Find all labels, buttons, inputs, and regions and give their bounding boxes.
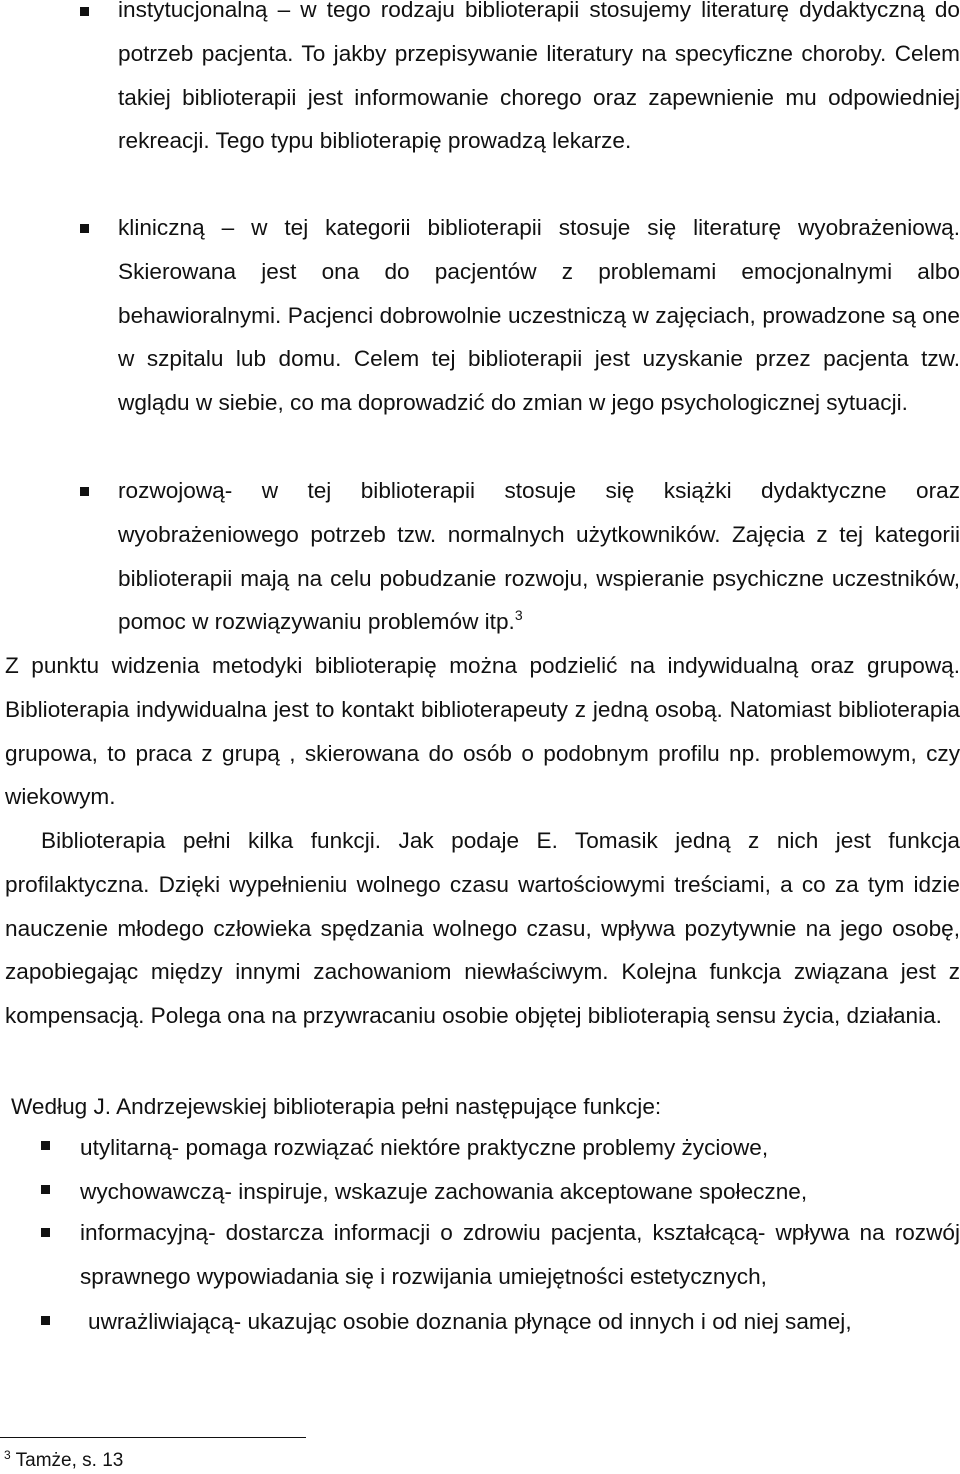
bullet-icon: [41, 1141, 50, 1150]
bullet-icon: [41, 1228, 50, 1237]
footnote-number: 3: [4, 1448, 11, 1462]
paragraph-methodology: Z punktu widzenia metodyki biblioterapię można podzielić na indywidualną oraz grupową. Biblioterapia indywidualna jest to kontakt biblioterapeuty z jedną osobą. Natomiast biblioterapia grupowa, to praca z grupą , skierowana do osób o podobnym profilu np. problemowym, czy wiekowym.: [5, 653, 960, 810]
list-item-educational: wychowawczą- inspiruje, wskazuje zachowania akceptowane społeczne,: [80, 1179, 808, 1204]
bullet-icon: [80, 224, 89, 233]
bullet-icon: [41, 1185, 50, 1194]
list-item-informational: informacyjną- dostarcza informacji o zdrowiu pacjenta, kształcącą- wpływa na rozwój sprawnego wypowiadania się i rozwijania umiejętności estetycznych,: [80, 1220, 960, 1289]
footnote-text: Tamże, s. 13: [15, 1450, 124, 1471]
paragraph-functions: Biblioterapia pełni kilka funkcji. Jak podaje E. Tomasik jedną z nich jest funkcja profilaktyczna. Dzięki wypełnieniu wolnego czasu wartościowymi treściami, a co za tym idzie nauczenie młodego człowieka spędzania wolnego czasu, wpływa pozytywnie na jego osobę, zapobiegając między innymi zachowaniom niewłaściwym. Kolejna funkcja związana jest z kompensacją. Polega ona na przywracaniu osobie objętej biblioterapią sensu życia, działania.: [5, 828, 960, 1029]
list-item-developmental: [118, 469, 960, 644]
footnote-ref: 3: [514, 607, 523, 624]
list-item-clinical: kliniczną – w tej kategorii biblioterapii stosuje się literaturę wyobrażeniową. Skierowana jest ona do pacjentów z problemami emocjonalnymi albo behawioralnymi. Pacjenci dobrowolnie uczestniczą w zajęciach, prowadzone są one w szpitalu lub domu. Celem tej biblioterapii jest uzyskanie przez pacjenta tzw. wglądu w siebie, co ma doprowadzić do zmian w jego psychologicznej sytuacji.: [118, 215, 960, 416]
list-item-institutional: instytucjonalną – w tego rodzaju biblioterapii stosujemy literaturę dydaktyczną do potrzeb pacjenta. To jakby przepisywanie literatury na specyficzne choroby. Celem takiej biblioterapii jest informowanie chorego oraz zapewnienie mu odpowiedniej rekreacji. Tego typu biblioterapię prowadzą lekarze.: [118, 0, 960, 154]
bullet-icon: [80, 487, 89, 496]
bullet-icon: [41, 1316, 50, 1325]
list-item-developmental-text: rozwojową- w tej biblioterapii stosuje się książki dydaktyczne oraz wyobrażeniowego potrzeb tzw. normalnych użytkowników. Zajęcia z tej kategorii biblioterapii mają na celu pobudzanie rozwoju, wspieranie psychiczne uczestników, pomoc w rozwiązywaniu problemów itp.: [118, 478, 960, 635]
list-item-sensitizing: uwrażliwiającą- ukazując osobie doznania płynące od innych i od niej samej,: [88, 1309, 852, 1334]
list-item-utilitarian: utylitarną- pomaga rozwiązać niektóre praktyczne problemy życiowe,: [80, 1135, 769, 1160]
footnote-divider: [0, 1437, 306, 1438]
footnote: [4, 1450, 123, 1472]
list-intro: Według J. Andrzejewskiej biblioterapia pełni następujące funkcje:: [11, 1094, 662, 1119]
bullet-icon: [80, 7, 89, 16]
